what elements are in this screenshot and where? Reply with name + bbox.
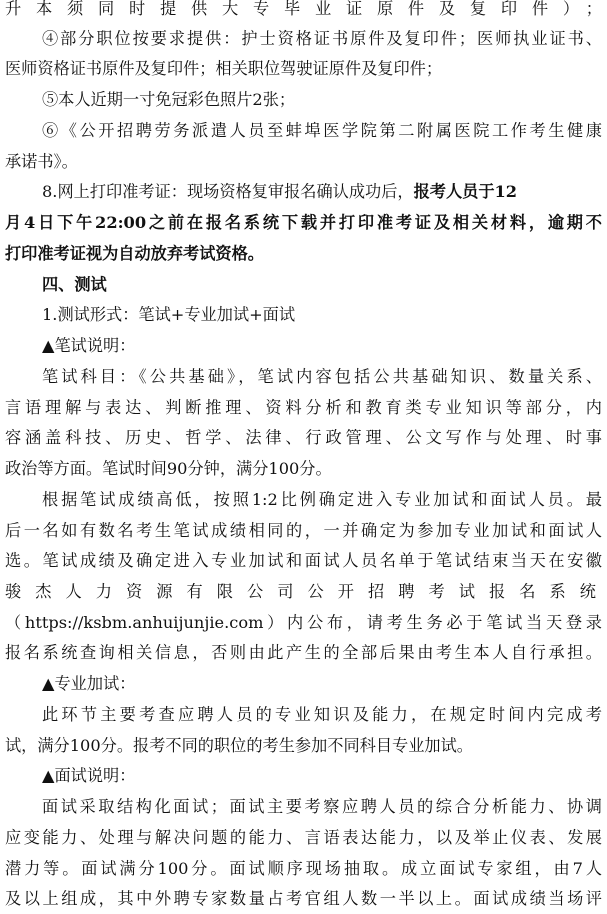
text-line — [42, 177, 602, 207]
text-line: （https://ksbm.anhuijunjie.com）内公布，请考生务必于笔试当天登录 — [5, 613, 602, 632]
text-line-bold — [5, 208, 602, 238]
text-line: 言语理解与表达、判断推理、资料分析和教育类专业知识等部分，内 — [5, 398, 602, 417]
text-line: 后一名如有数名考生笔试成绩相同的，一并确定为参加专业加试和面试人 — [5, 521, 602, 540]
subheading: ▲面试说明： — [42, 766, 136, 785]
text-line: 应变能力、处理与解决问题的能力、言语表达能力，以及举止仪表、发展 — [5, 828, 602, 847]
text-line: 医师资格证书原件及复印件；相关职位驾驶证原件及复印件； — [5, 59, 443, 78]
text-line: 升本须同时提供大专毕业证原件及复印件）； — [5, 0, 602, 18]
text-line: 骏杰人力资源有限公司公开招聘考试报名系统 — [5, 582, 602, 601]
text-span: 8.网上打印准考证：现场资格复审报名确认成功后， — [42, 182, 414, 201]
text-line: 承诺书》。 — [5, 152, 78, 171]
text-line: ④部分职位按要求提供：护士资格证书原件及复印件；医师执业证书、 — [42, 29, 602, 48]
text-line: 面试采取结构化面试；面试主要考察应聘人员的综合分析能力、协调 — [42, 797, 602, 816]
bold-span: 打印准考证视为自动放弃考试资格。 — [5, 244, 264, 263]
text-line: 容涵盖科技、历史、哲学、法律、行政管理、公文写作与处理、时事 — [5, 428, 602, 447]
text-line: 政治等方面。笔试时间90分钟，满分100分。 — [5, 459, 332, 478]
subheading: ▲笔试说明： — [42, 336, 136, 355]
bold-span: 四、测试 — [42, 275, 107, 294]
text-line: 试，满分100分。报考不同的职位的考生参加不同科目专业加试。 — [5, 736, 473, 755]
text-line: 笔试科目：《公共基础》，笔试内容包括公共基础知识、数量关系、 — [42, 367, 602, 386]
bold-span: 月4日下午22:00之前在报名系统下载并打印准考证及相关材料，逾期不 — [5, 213, 602, 232]
bold-span: 报考人员于12 — [413, 182, 518, 201]
text-line: ⑥《公开招聘劳务派遣人员至蚌埠医学院第二附属医院工作考生健康 — [42, 121, 602, 140]
subheading: ▲专业加试： — [42, 674, 136, 693]
text-line: 报名系统查询相关信息，否则由此产生的全部后果由考生本人自行承担。 — [5, 643, 602, 662]
text-line: 选。笔试成绩及确定进入专业加试和面试人员名单于笔试结束当天在安徽 — [5, 551, 602, 570]
text-line: 根据笔试成绩高低，按照1:2比例确定进入专业加试和面试人员。最 — [42, 490, 602, 509]
text-line: ⑤本人近期一寸免冠彩色照片2张； — [42, 90, 296, 109]
text-line-bold — [5, 239, 602, 269]
text-line: 潜力等。面试满分100分。面试顺序现场抽取。成立面试专家组，由7人 — [5, 859, 602, 878]
text-line: 及以上组成，其中外聘专家数量占考官组人数一半以上。面试成绩当场评 — [5, 889, 602, 908]
section-heading — [42, 270, 602, 300]
text-line: 此环节主要考查应聘人员的专业知识及能力，在规定时间内完成考 — [42, 705, 602, 724]
text-line: 1.测试形式：笔试+专业加试+面试 — [42, 305, 296, 324]
